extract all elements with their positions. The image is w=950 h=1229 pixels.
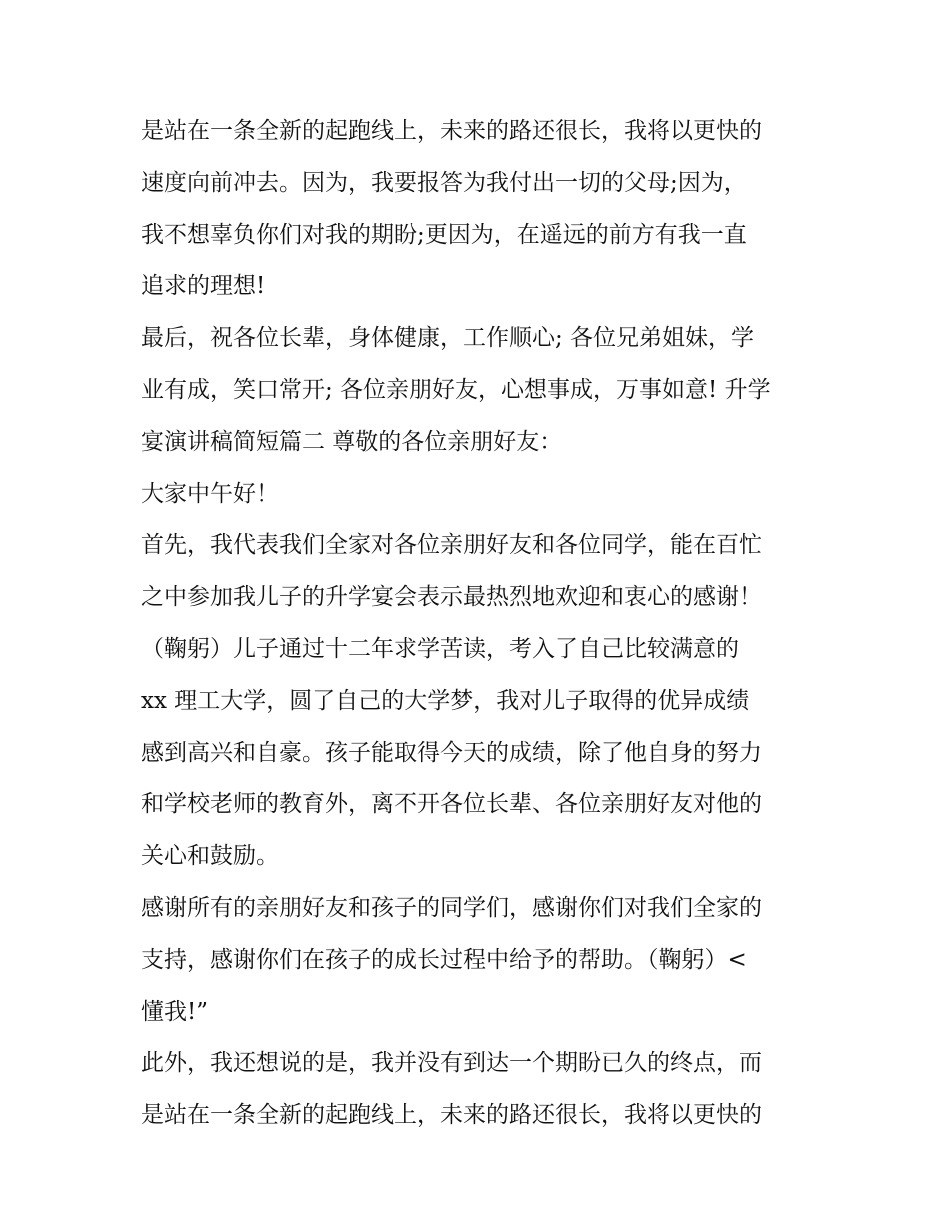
document-body <box>141 106 816 1142</box>
text-line: 是站在一条全新的起跑线上，未来的路还很长，我将以更快的 <box>141 1102 762 1129</box>
text-line: 我不想辜负你们对我的期盼;更因为，在遥远的前方有我一直 <box>141 221 747 248</box>
text-line: 速度向前冲去。因为，我要报答为我付出一切的父母;因为， <box>141 169 747 196</box>
text-line: 关心和鼓励。 <box>141 843 279 870</box>
text-line: 是站在一条全新的起跑线上，未来的路还很长，我将以更快的 <box>141 118 762 144</box>
text-line: 追求的理想! <box>141 273 266 300</box>
text-line: 大家中午好！ <box>141 480 279 507</box>
text-line: （鞠躬）儿子通过十二年求学苦读，考入了自己比较满意的 <box>141 635 739 662</box>
text-line: 此外，我还想说的是，我并没有到达一个期盼已久的终点，而 <box>141 1050 762 1077</box>
text-line: 之中参加我儿子的升学宴会表示最热烈地欢迎和衷心的感谢！ <box>141 584 762 611</box>
text-line: 宴演讲稿简短篇二 尊敬的各位亲朋好友： <box>141 428 563 455</box>
text-line: xx 理工大学，圆了自己的大学梦，我对儿子取得的优异成绩 <box>141 687 750 714</box>
text-line: 感到高兴和自豪。孩子能取得今天的成绩，除了他自身的努力 <box>141 739 762 766</box>
text-line: 感谢所有的亲朋好友和孩子的同学们，感谢你们对我们全家的 <box>141 894 762 921</box>
text-line: 最后，祝各位长辈，身体健康，工作顺心; 各位兄弟姐妹，学 <box>141 325 755 352</box>
text-line: 业有成，笑口常开; 各位亲朋好友，心想事成，万事如意! 升学 <box>141 376 771 403</box>
text-line: 首先，我代表我们全家对各位亲朋好友和各位同学，能在百忙 <box>141 532 762 559</box>
text-line: 和学校老师的教育外，离不开各位长辈、各位亲朋好友对他的 <box>141 791 762 818</box>
text-line: 懂我!” <box>141 998 209 1025</box>
text-line: 支持，感谢你们在孩子的成长过程中给予的帮助。（鞠躬）< <box>141 946 747 973</box>
